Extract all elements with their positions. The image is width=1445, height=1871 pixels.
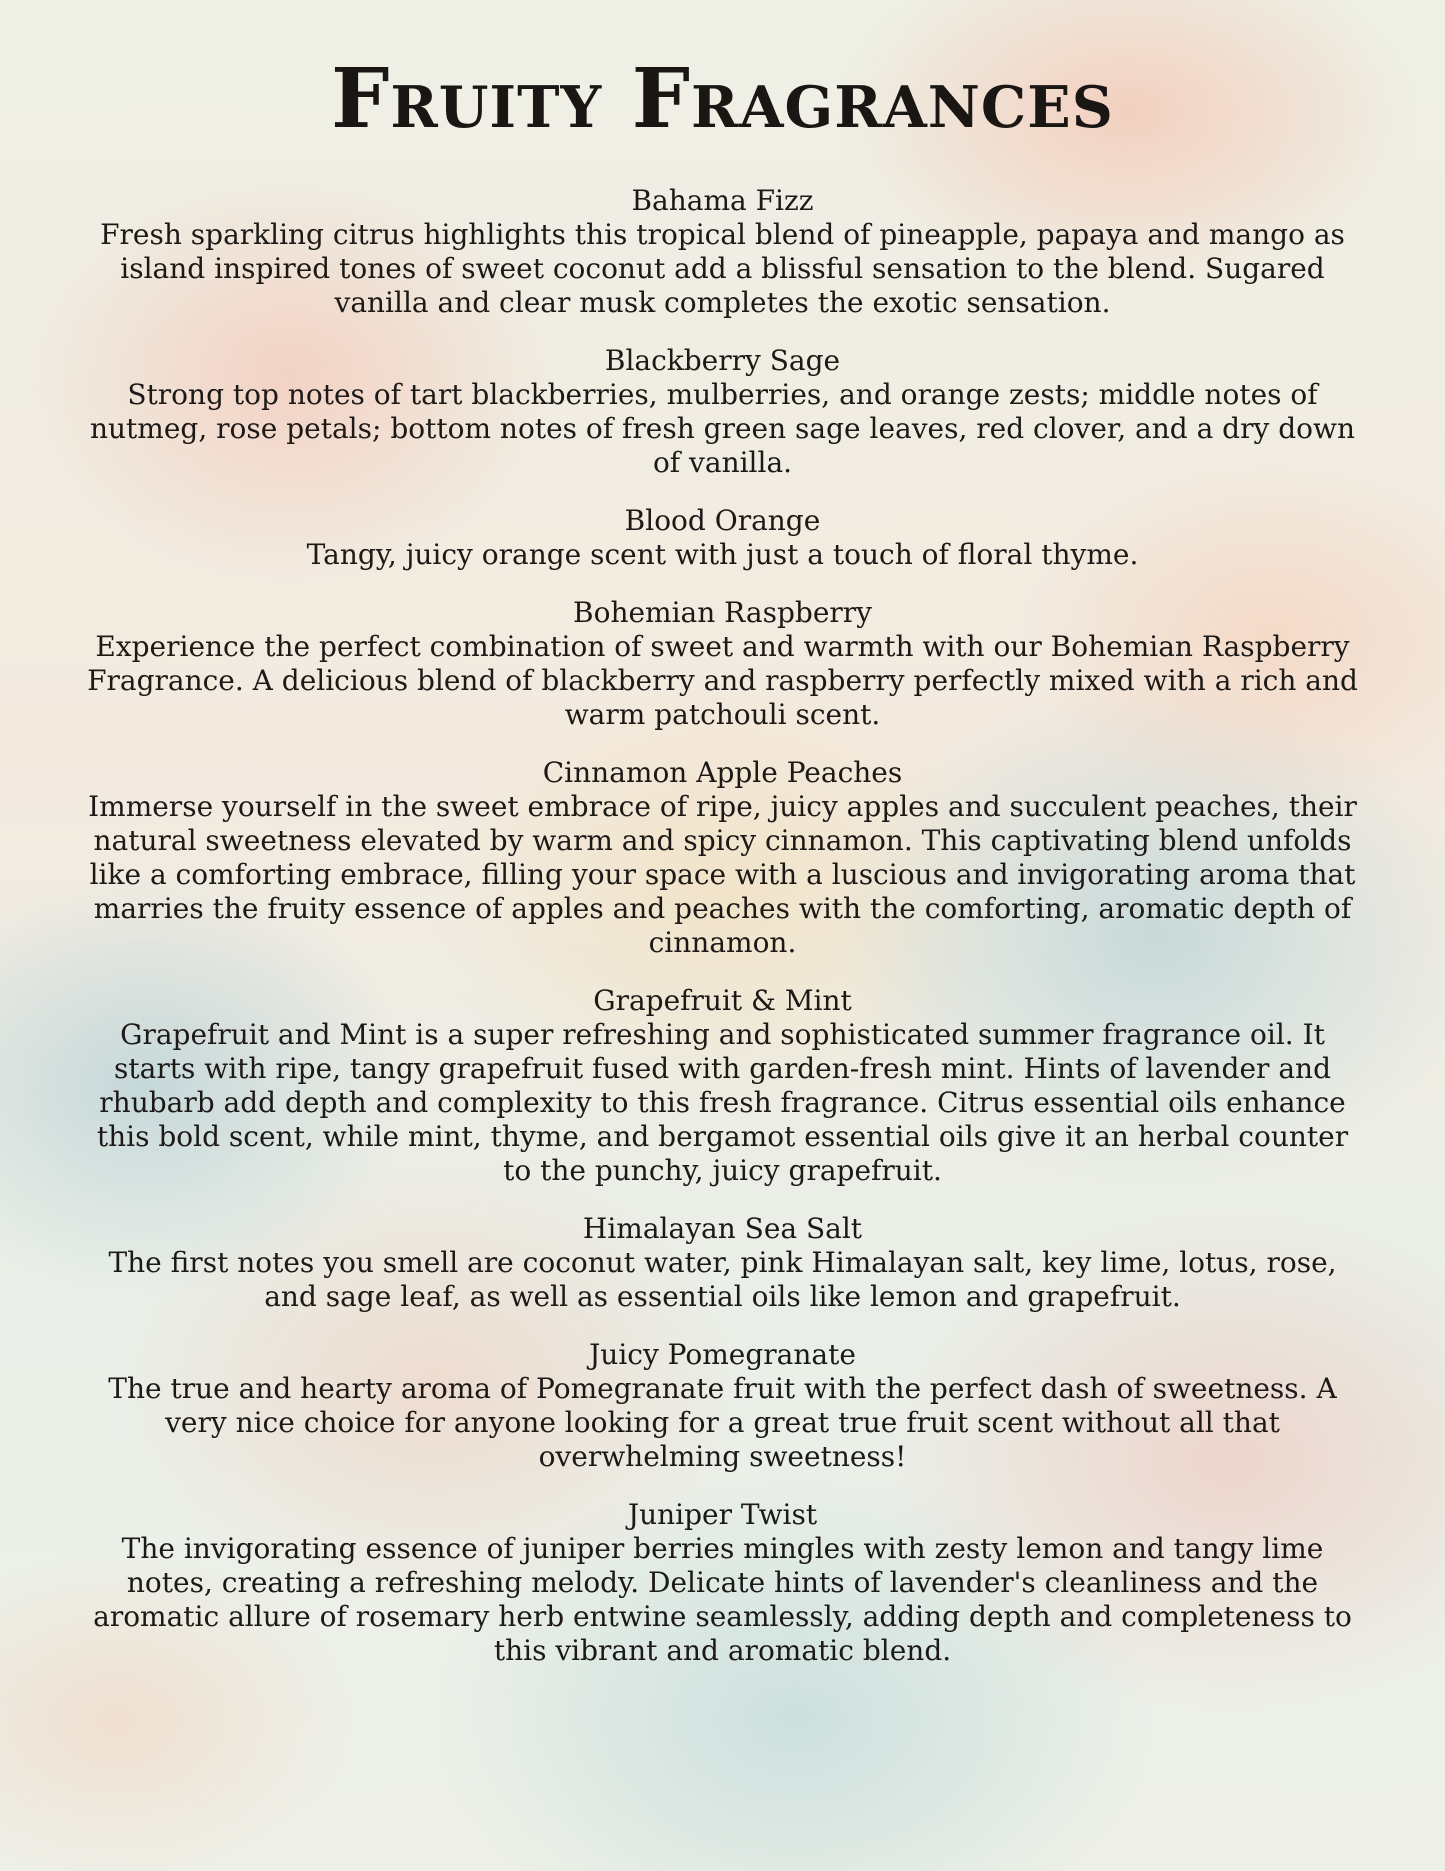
fragrance-name: Juniper Twist <box>627 1498 818 1531</box>
fragrance-entry <box>80 1212 1365 1314</box>
fragrance-description: The invigorating essence of juniper berries mingles with zesty lemon and tangy lime notes, creating a refreshing melody. Delicate hints of lavender's cleanliness and the aromatic allure of rosemary herb entwine seamlessly, adding depth and completeness to this vibrant and aromatic blend. <box>93 1532 1352 1667</box>
fragrance-name: Blood Orange <box>624 504 821 537</box>
fragrance-entry <box>80 1338 1365 1474</box>
fragrance-name: Cinnamon Apple Peaches <box>542 756 903 789</box>
fragrance-entry <box>80 344 1365 480</box>
fragrance-name: Juicy Pomegranate <box>589 1338 856 1371</box>
fragrance-entry <box>80 756 1365 960</box>
fragrance-entry <box>80 184 1365 320</box>
fragrance-name: Bohemian Raspberry <box>573 596 872 629</box>
fragrance-description: Grapefruit and Mint is a super refreshing and sophisticated summer fragrance oil. It starts with ripe, tangy grapefruit fused with garden-fresh mint. Hints of lavender and rhubarb add depth and complexity to this fresh fragrance. Citrus essential oils enhance this bold scent, while mint, thyme, and bergamot essential oils give it an herbal counter to the punchy, juicy grapefruit. <box>96 1018 1349 1187</box>
fragrance-entry <box>80 596 1365 732</box>
fragrance-entry <box>80 984 1365 1188</box>
fragrance-description: Fresh sparkling citrus highlights this tropical blend of pineapple, papaya and mango as island inspired tones of sweet coconut add a blissful sensation to the blend. Sugared vanilla and clear musk completes the exotic sensation. <box>100 218 1345 319</box>
fragrance-description: Tangy, juicy orange scent with just a touch of floral thyme. <box>306 538 1139 571</box>
fragrance-name: Bahama Fizz <box>631 184 814 217</box>
page-title: Fruity Fragrances <box>331 51 1114 147</box>
fragrance-name: Himalayan Sea Salt <box>582 1212 863 1245</box>
fragrance-entry <box>80 1498 1365 1668</box>
fragrance-name: Blackberry Sage <box>604 344 841 377</box>
fragrance-entry <box>80 504 1365 572</box>
fragrance-description: Experience the perfect combination of sweet and warmth with our Bohemian Raspberry Fragrance. A delicious blend of blackberry and raspberry perfectly mixed with a rich and warm patchouli scent. <box>87 630 1358 731</box>
fragrance-description: Immerse yourself in the sweet embrace of ripe, juicy apples and succulent peaches, their natural sweetness elevated by warm and spicy cinnamon. This captivating blend unfolds like a comforting embrace, filling your space with a luscious and invigorating aroma that marries the fruity essence of apples and peaches with the comforting, aromatic depth of cinnamon. <box>88 790 1357 959</box>
fragrance-description: The first notes you smell are coconut water, pink Himalayan salt, key lime, lotus, rose, and sage leaf, as well as essential oils like lemon and grapefruit. <box>108 1246 1337 1313</box>
fragrance-description: Strong top notes of tart blackberries, mulberries, and orange zests; middle notes of nutmeg, rose petals; bottom notes of fresh green sage leaves, red clover, and a dry down of vanilla. <box>89 378 1355 479</box>
fragrance-description: The true and hearty aroma of Pomegranate fruit with the perfect dash of sweetness. A very nice choice for anyone looking for a great true fruit scent without all that overwhelming sweetness! <box>108 1372 1337 1473</box>
fragrance-name: Grapefruit & Mint <box>593 984 852 1017</box>
